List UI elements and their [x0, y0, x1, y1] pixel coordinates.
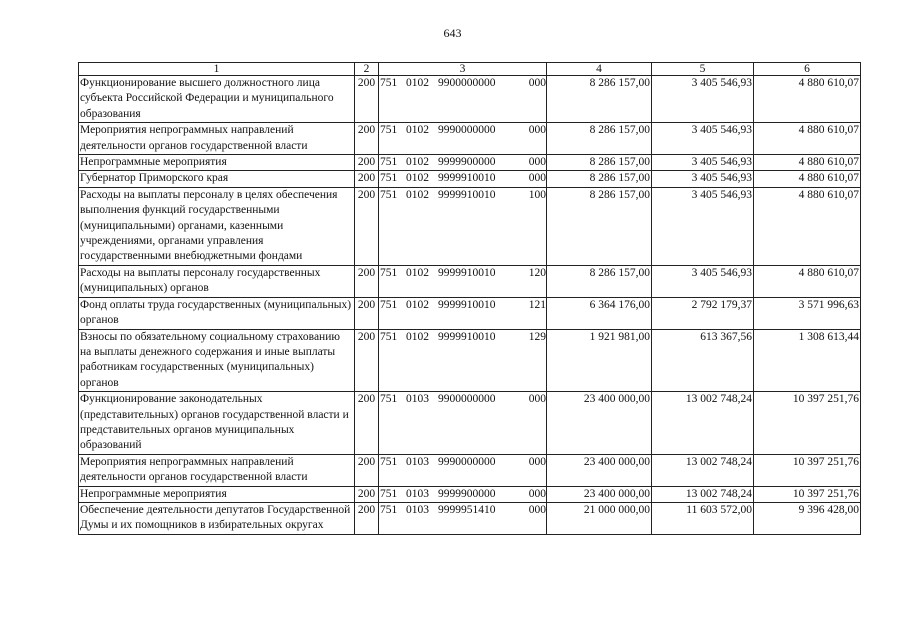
code-section: 0103	[406, 503, 429, 516]
row-amount-col5: 3 405 546,93	[652, 187, 754, 265]
column-header-4: 4	[547, 63, 652, 76]
row-amount-col6: 4 880 610,07	[754, 76, 861, 123]
code-expense-type: 000	[528, 156, 546, 169]
row-name: Функционирование высшего должностного лица субъекта Российской Федерации и муниципального образования	[79, 76, 355, 123]
row-amount-col6: 3 571 996,63	[754, 297, 861, 329]
code-ministry: 751	[380, 156, 398, 169]
row-amount-col4: 8 286 157,00	[547, 76, 652, 123]
row-amount-col5: 3 405 546,93	[652, 155, 754, 171]
row-code	[379, 76, 547, 123]
row-code	[379, 171, 547, 187]
code-section: 0102	[406, 77, 429, 89]
row-col2: 200	[355, 123, 379, 155]
code-ministry: 751	[380, 330, 398, 343]
row-name: Фонд оплаты труда государственных (муниципальных) органов	[79, 297, 355, 329]
code-section: 0102	[406, 172, 429, 185]
row-amount-col5: 13 002 748,24	[652, 454, 754, 486]
code-section: 0102	[406, 330, 429, 343]
table-row	[79, 486, 861, 502]
page-number: 643	[443, 26, 462, 40]
code-section: 0102	[406, 266, 429, 279]
code-expense-type: 000	[528, 455, 546, 468]
table-row	[79, 329, 861, 392]
row-amount-col5: 3 405 546,93	[652, 76, 754, 123]
row-code	[379, 502, 547, 534]
table-row	[79, 123, 861, 155]
code-section: 0103	[406, 393, 429, 406]
row-amount-col4: 8 286 157,00	[547, 265, 652, 297]
row-amount-col4: 23 400 000,00	[547, 392, 652, 455]
code-expense-type: 100	[528, 188, 546, 201]
column-header-3: 3	[379, 63, 547, 76]
row-amount-col5: 11 603 572,00	[652, 502, 754, 534]
row-code	[379, 454, 547, 486]
code-expense-type: 121	[528, 298, 546, 311]
row-col2: 200	[355, 76, 379, 123]
row-col2: 200	[355, 155, 379, 171]
row-amount-col6: 1 308 613,44	[754, 329, 861, 392]
code-ministry: 751	[380, 77, 398, 89]
row-code	[379, 297, 547, 329]
code-ministry: 751	[380, 503, 398, 516]
code-target-article: 9990000000	[438, 455, 496, 468]
row-amount-col4: 23 400 000,00	[547, 486, 652, 502]
table-row	[79, 155, 861, 171]
header-row	[79, 63, 861, 76]
column-header-2: 2	[355, 63, 379, 76]
row-col2: 200	[355, 329, 379, 392]
row-code	[379, 155, 547, 171]
table-row	[79, 187, 861, 265]
row-code	[379, 329, 547, 392]
code-ministry: 751	[380, 172, 398, 185]
code-expense-type: 000	[528, 124, 546, 137]
row-amount-col5: 613 367,56	[652, 329, 754, 392]
code-target-article: 9999910010	[438, 188, 496, 201]
code-target-article: 9999900000	[438, 487, 496, 500]
code-target-article: 9999951410	[438, 503, 496, 516]
row-amount-col6: 4 880 610,07	[754, 171, 861, 187]
row-col2: 200	[355, 502, 379, 534]
code-section: 0102	[406, 124, 429, 137]
budget-table	[78, 62, 861, 535]
table-row	[79, 502, 861, 534]
code-expense-type: 129	[528, 330, 546, 343]
row-name: Мероприятия непрограммных направлений деятельности органов государственной власти	[79, 454, 355, 486]
row-amount-col6: 4 880 610,07	[754, 123, 861, 155]
code-target-article: 9900000000	[438, 77, 496, 89]
code-expense-type: 000	[528, 77, 546, 89]
row-amount-col5: 13 002 748,24	[652, 486, 754, 502]
row-name: Функционирование законодательных (представительных) органов государственной власти и представительных органов муниципальных образований	[79, 392, 355, 455]
code-target-article: 9900000000	[438, 393, 496, 406]
row-col2: 200	[355, 486, 379, 502]
code-expense-type: 000	[528, 503, 546, 516]
row-code	[379, 123, 547, 155]
row-col2: 200	[355, 392, 379, 455]
code-target-article: 9999910010	[438, 330, 496, 343]
row-amount-col4: 8 286 157,00	[547, 171, 652, 187]
table-row	[79, 454, 861, 486]
code-target-article: 9999910010	[438, 172, 496, 185]
row-name: Обеспечение деятельности депутатов Государственной Думы и их помощников в избирательных округах	[79, 502, 355, 534]
row-col2: 200	[355, 171, 379, 187]
code-ministry: 751	[380, 188, 398, 201]
row-amount-col4: 23 400 000,00	[547, 454, 652, 486]
table-row	[79, 297, 861, 329]
row-amount-col4: 6 364 176,00	[547, 297, 652, 329]
table-body	[79, 76, 861, 535]
table-row	[79, 76, 861, 123]
code-section: 0103	[406, 455, 429, 468]
row-col2: 200	[355, 454, 379, 486]
code-ministry: 751	[380, 266, 398, 279]
row-amount-col5: 3 405 546,93	[652, 123, 754, 155]
code-ministry: 751	[380, 298, 398, 311]
row-amount-col6: 4 880 610,07	[754, 155, 861, 171]
row-amount-col6: 9 396 428,00	[754, 502, 861, 534]
code-ministry: 751	[380, 487, 398, 500]
row-code	[379, 392, 547, 455]
code-ministry: 751	[380, 124, 398, 137]
row-amount-col5: 3 405 546,93	[652, 265, 754, 297]
row-amount-col4: 21 000 000,00	[547, 502, 652, 534]
row-name: Непрограммные мероприятия	[79, 155, 355, 171]
row-name: Взносы по обязательному социальному страхованию на выплаты денежного содержания и иные выплаты работникам государственных (муниципальных) органов	[79, 329, 355, 392]
row-name: Расходы на выплаты персоналу государственных (муниципальных) органов	[79, 265, 355, 297]
code-target-article: 9999910010	[438, 298, 496, 311]
code-target-article: 9999900000	[438, 156, 496, 169]
code-section: 0103	[406, 487, 429, 500]
row-amount-col6: 10 397 251,76	[754, 486, 861, 502]
row-amount-col6: 10 397 251,76	[754, 392, 861, 455]
row-col2: 200	[355, 265, 379, 297]
row-amount-col4: 1 921 981,00	[547, 329, 652, 392]
code-expense-type: 120	[528, 266, 546, 279]
code-expense-type: 000	[528, 172, 546, 185]
code-ministry: 751	[380, 455, 398, 468]
code-expense-type: 000	[528, 393, 546, 406]
row-amount-col6: 4 880 610,07	[754, 187, 861, 265]
row-amount-col5: 2 792 179,37	[652, 297, 754, 329]
code-section: 0102	[406, 156, 429, 169]
row-amount-col6: 10 397 251,76	[754, 454, 861, 486]
row-amount-col4: 8 286 157,00	[547, 155, 652, 171]
row-code	[379, 265, 547, 297]
row-col2: 200	[355, 297, 379, 329]
row-amount-col6: 4 880 610,07	[754, 265, 861, 297]
row-code	[379, 187, 547, 265]
row-col2: 200	[355, 187, 379, 265]
table-row	[79, 171, 861, 187]
table-row	[79, 265, 861, 297]
code-target-article: 9990000000	[438, 124, 496, 137]
row-name: Непрограммные мероприятия	[79, 486, 355, 502]
code-section: 0102	[406, 298, 429, 311]
row-amount-col5: 13 002 748,24	[652, 392, 754, 455]
code-ministry: 751	[380, 393, 398, 406]
row-amount-col5: 3 405 546,93	[652, 171, 754, 187]
row-name: Мероприятия непрограммных направлений деятельности органов государственной власти	[79, 123, 355, 155]
column-header-1: 1	[79, 63, 355, 76]
code-expense-type: 000	[528, 487, 546, 500]
code-target-article: 9999910010	[438, 266, 496, 279]
row-amount-col4: 8 286 157,00	[547, 123, 652, 155]
table-row	[79, 392, 861, 455]
row-name: Расходы на выплаты персоналу в целях обеспечения выполнения функций государственными (муниципальными) органами, казенными учреждениями, органами управления государственными внебюджетными фондами	[79, 187, 355, 265]
row-name: Губернатор Приморского края	[79, 171, 355, 187]
row-amount-col4: 8 286 157,00	[547, 187, 652, 265]
column-header-5: 5	[652, 63, 754, 76]
code-section: 0102	[406, 188, 429, 201]
column-header-6: 6	[754, 63, 861, 76]
row-code	[379, 486, 547, 502]
